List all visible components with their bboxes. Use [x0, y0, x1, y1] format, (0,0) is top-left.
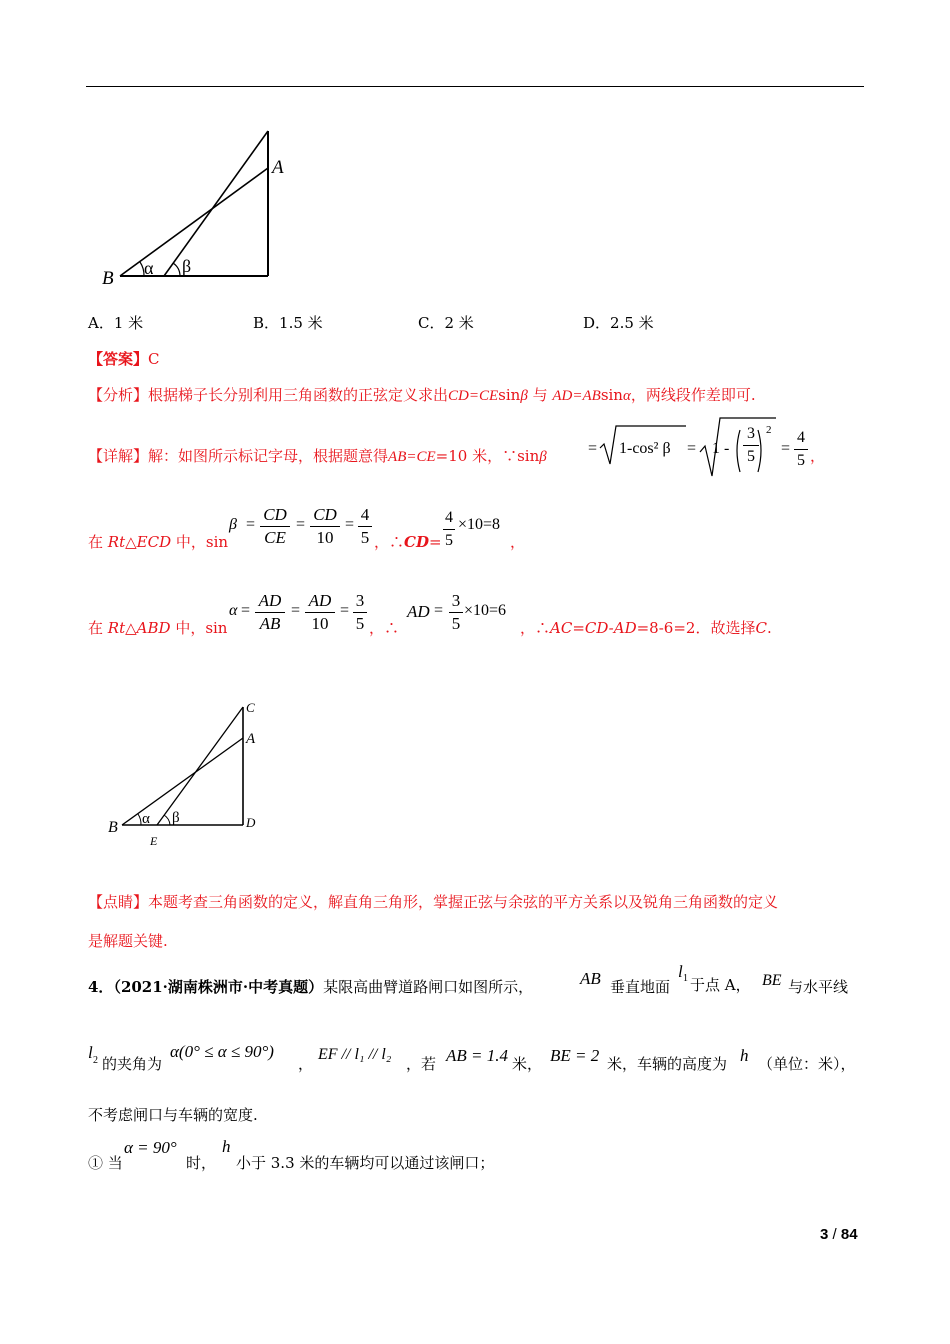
therefore: ，∴	[520, 619, 551, 637]
alpha-equals-90: α = 90°	[124, 1138, 177, 1157]
option-a: A．1 米	[88, 314, 144, 332]
fraction-bar	[794, 449, 808, 450]
analysis-sin-1: sin	[498, 386, 521, 404]
numerator: CD	[263, 505, 287, 524]
q4-text-5: 的夹角为	[102, 1055, 163, 1073]
denominator: 5	[451, 614, 461, 633]
analysis-line	[88, 385, 756, 406]
eq-sign: =	[428, 533, 442, 551]
q4-text-7: ，若	[406, 1055, 437, 1073]
label-C: C	[246, 700, 255, 715]
l1-symbol: l	[678, 962, 683, 981]
q4-text-line-3: 不考虑闸口与车辆的宽度.	[88, 1106, 258, 1124]
numerator: CD	[313, 505, 337, 524]
ladder-ba	[120, 168, 268, 276]
q4-text-1: 某限高曲臂道路闸口如图所示，	[323, 978, 534, 996]
eq-sign: =	[345, 516, 355, 533]
fraction-3-5-den: 5	[747, 448, 755, 465]
ab-value: AB = 1.4	[446, 1046, 508, 1065]
beta-arc	[164, 815, 170, 825]
l2-symbol: l	[88, 1043, 93, 1062]
h-symbol: h	[740, 1046, 749, 1065]
l2-subscript: 2	[93, 1055, 98, 1066]
eq-sign: =	[296, 516, 306, 533]
answer-line	[88, 349, 160, 369]
answer-tag: 【答案】	[88, 350, 149, 368]
parallel-expr: EF // l₁ // l₂	[318, 1046, 392, 1063]
page-current: 3	[820, 1226, 829, 1243]
option-b: B．1.5 米	[253, 314, 323, 332]
alpha-symbol: α	[229, 602, 238, 619]
q4-text-8: 米，	[512, 1055, 543, 1073]
ladder-ec	[157, 707, 243, 825]
beta-symbol: β	[229, 516, 237, 533]
denominator: 5	[360, 528, 370, 547]
question-source: （2021·湖南株洲市·中考真题）	[113, 978, 324, 996]
fraction-bar	[449, 612, 463, 613]
option-d: D．2.5 米	[583, 314, 654, 332]
detail-text-2: =10 米，∵sin	[435, 447, 540, 465]
eq-sign: =	[246, 516, 256, 533]
cd: CD	[404, 533, 429, 551]
fraction-4-5-num: 4	[797, 429, 805, 446]
rt: Rt	[107, 619, 126, 637]
label-D: D	[246, 815, 256, 830]
analysis-text-1: 根据梯子长分别利用三角函数的正弦定义求出	[148, 386, 449, 404]
triangle-abd: ABD	[136, 619, 171, 637]
analysis-text-3: 与	[527, 386, 553, 404]
option-c: C．2 米	[418, 314, 474, 332]
remark-line-1	[88, 892, 778, 912]
beta-arc	[173, 263, 180, 276]
denominator: 10	[316, 528, 334, 547]
final-result	[520, 618, 772, 638]
remark-line-2: 是解题关键.	[88, 932, 168, 950]
analysis-tag: 【分析】	[88, 386, 149, 404]
triangle-symbol: △	[125, 619, 137, 637]
result-choice: C	[755, 619, 767, 637]
result-expr: AC=CD-AD	[550, 619, 637, 637]
numerator: 4	[360, 505, 370, 524]
analysis-text-5: ，两线段作差即可.	[630, 386, 756, 404]
q4-line-1	[88, 977, 533, 997]
fraction-cd-ce	[260, 505, 290, 548]
analysis-beta: β	[520, 388, 528, 404]
eq-sign-1: =	[588, 440, 598, 457]
ad-symbol: AD	[407, 602, 430, 621]
numerator: 4	[445, 509, 453, 526]
answer-value: C	[148, 350, 160, 368]
comma: ，	[298, 1055, 314, 1073]
fraction-bar	[358, 526, 372, 527]
triangle-symbol: △	[125, 533, 137, 551]
label-A: A	[246, 731, 256, 747]
ab-symbol: AB	[580, 969, 601, 988]
detail-tag: 【详解】	[88, 447, 149, 465]
q4-text-9: 米，车辆的高度为	[607, 1055, 728, 1073]
fraction-ad-10	[305, 591, 335, 634]
therefore: ，∴	[369, 619, 400, 637]
condition-1-when: 时，	[186, 1154, 217, 1172]
fraction-4-5	[358, 505, 372, 548]
analysis-math-3: AD=AB	[552, 388, 601, 404]
detail-line-1	[88, 446, 547, 467]
ladder-ec	[164, 131, 268, 276]
therefore: ，∴	[374, 533, 405, 551]
remark-text-1: 本题考查三角函数的定义，解直角三角形，掌握正弦与余弦的平方关系以及锐角三角函数的定义	[148, 893, 779, 911]
comma: ，	[510, 533, 526, 551]
eq-sign: =	[241, 602, 251, 619]
denominator: 5	[355, 614, 365, 633]
period: .	[766, 619, 772, 637]
label-E: E	[150, 834, 158, 848]
fraction-4-5-b	[443, 508, 455, 551]
q4-text-10: （单位：米），	[758, 1055, 856, 1073]
square-exponent: 2	[766, 424, 772, 436]
detail-beta: β	[539, 449, 547, 465]
sqrt-sign-2	[698, 412, 778, 480]
label-B: B	[102, 268, 114, 289]
q4-text-4: 与水平线	[788, 978, 849, 996]
sqrt-content-1: 1-cos² β	[619, 440, 671, 457]
fraction-bar	[743, 445, 759, 446]
q4-text-2: 垂直地面	[610, 978, 671, 996]
remark-tag: 【点睛】	[88, 893, 149, 911]
fraction-bar	[305, 612, 335, 613]
fraction-4-5-den: 5	[797, 452, 805, 469]
condition-1-prefix: ① 当	[88, 1154, 123, 1172]
fraction-4-5	[794, 428, 808, 471]
numerator: 3	[355, 591, 365, 610]
rt-ecd-line	[88, 532, 228, 552]
text: 中，sin	[170, 619, 228, 637]
label-beta: β	[172, 810, 180, 826]
numerator: 3	[451, 591, 461, 610]
analysis-math-1: CD=CE	[448, 388, 499, 404]
therefore-cd	[374, 532, 442, 552]
analysis-sin-2: sin	[600, 386, 623, 404]
product-result: ×10=6	[464, 602, 507, 619]
fraction-bar	[260, 526, 290, 527]
analysis-alpha: α	[622, 388, 631, 404]
label-beta: β	[182, 256, 192, 276]
h-symbol: h	[222, 1137, 231, 1156]
denominator: 10	[311, 614, 329, 633]
fraction-bar	[443, 529, 455, 530]
eq-sign: =	[291, 602, 301, 619]
alpha-arc	[138, 814, 141, 825]
fraction-bar	[310, 526, 340, 527]
fraction-3-5-num: 3	[747, 425, 755, 442]
fraction-bar	[255, 612, 285, 613]
fraction-bar	[353, 612, 367, 613]
be-value: BE = 2	[550, 1046, 600, 1065]
be-symbol: BE	[762, 972, 782, 989]
fraction-ad-ab	[255, 591, 285, 634]
ladder-figure-1	[100, 125, 300, 290]
label-B: B	[108, 819, 118, 836]
l1-subscript: 1	[683, 973, 688, 984]
denominator: AB	[259, 614, 281, 633]
fraction-cd-10	[310, 505, 340, 548]
eq-sign-3: =	[781, 440, 791, 457]
q4-text-3: 于点 A，	[690, 976, 751, 994]
condition-1-text: 小于 3.3 米的车辆均可以通过该闸口；	[236, 1154, 495, 1172]
label-alpha: α	[144, 258, 154, 278]
eq-sign: =	[340, 602, 350, 619]
question-number: 4．	[88, 978, 114, 996]
sqrt-one: 1 -	[712, 440, 730, 457]
fraction-3-5	[743, 424, 759, 467]
numerator: AD	[308, 591, 332, 610]
label-alpha: α	[142, 811, 150, 827]
text: 在	[88, 619, 108, 637]
ladder-ba	[122, 738, 243, 825]
rt: Rt	[107, 533, 126, 551]
alpha-range: α(0° ≤ α ≤ 90°)	[170, 1042, 274, 1061]
product-result: ×10=8	[458, 516, 501, 533]
denominator: CE	[264, 528, 286, 547]
header-rule	[86, 86, 864, 87]
page-total: 84	[840, 1226, 858, 1243]
detail-comma: ，	[810, 447, 826, 465]
page-number	[820, 1226, 858, 1243]
fraction-3-5	[353, 591, 367, 634]
fraction-3-5-b	[449, 591, 463, 634]
ladder-figure-2	[100, 695, 270, 855]
rt-abd-line	[88, 618, 227, 638]
detail-math-1: AB=CE	[388, 449, 436, 465]
detail-text-1: 解：如图所示标记字母，根据题意得	[148, 447, 389, 465]
page-separator: /	[828, 1226, 841, 1243]
numerator: AD	[258, 591, 282, 610]
eq-sign-2: =	[687, 440, 697, 457]
eq-sign: =	[434, 602, 444, 619]
result-text: =8-6=2．故选择	[636, 619, 756, 637]
text: 在	[88, 533, 108, 551]
label-A: A	[272, 157, 284, 178]
triangle-ecd: ECD	[136, 533, 172, 551]
text: 中，sin	[171, 533, 229, 551]
denominator: 5	[445, 532, 453, 549]
